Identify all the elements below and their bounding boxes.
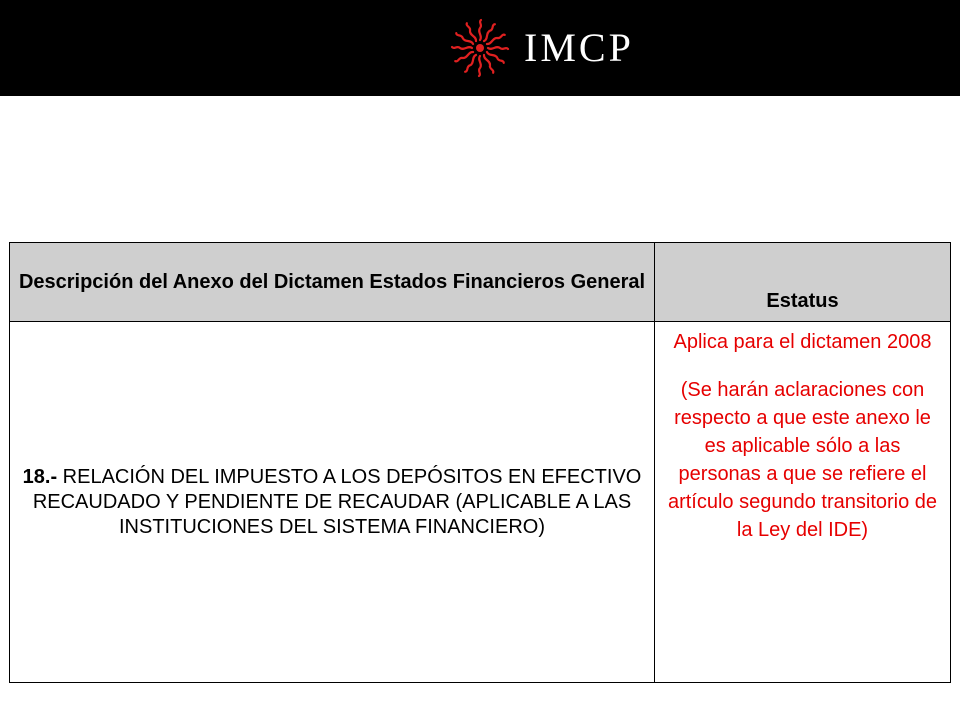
annex-description: RELACIÓN DEL IMPUESTO A LOS DEPÓSITOS EN EFECTIVO RECAUDADO Y PENDIENTE DE RECAUDAR (APLICABLE A LAS INSTITUCIONES DEL SISTEMA FINANCIERO) [32,465,642,538]
status-note: (Se harán aclaraciones con respecto a que este anexo le es aplicable sólo a las personas a que se refiere el artículo segundo transitorio de la Ley del IDE) [667,379,938,541]
annex-description-cell [10,322,655,683]
table-header-row [10,243,951,322]
status-main: Aplica para el dictamen 2008 [673,331,932,353]
brand-name: IMCP [524,25,634,70]
header-bar [0,0,960,96]
table-row [10,322,951,683]
annex-status-cell [655,322,951,683]
brand-logo [450,16,634,80]
annex-number: 18.- [22,465,58,488]
imcp-sunburst-logo-icon [450,18,510,78]
column-header-description: Descripción del Anexo del Dictamen Estados Financieros General [10,243,655,322]
column-header-status: Estatus [655,243,951,322]
annex-table [9,242,951,683]
